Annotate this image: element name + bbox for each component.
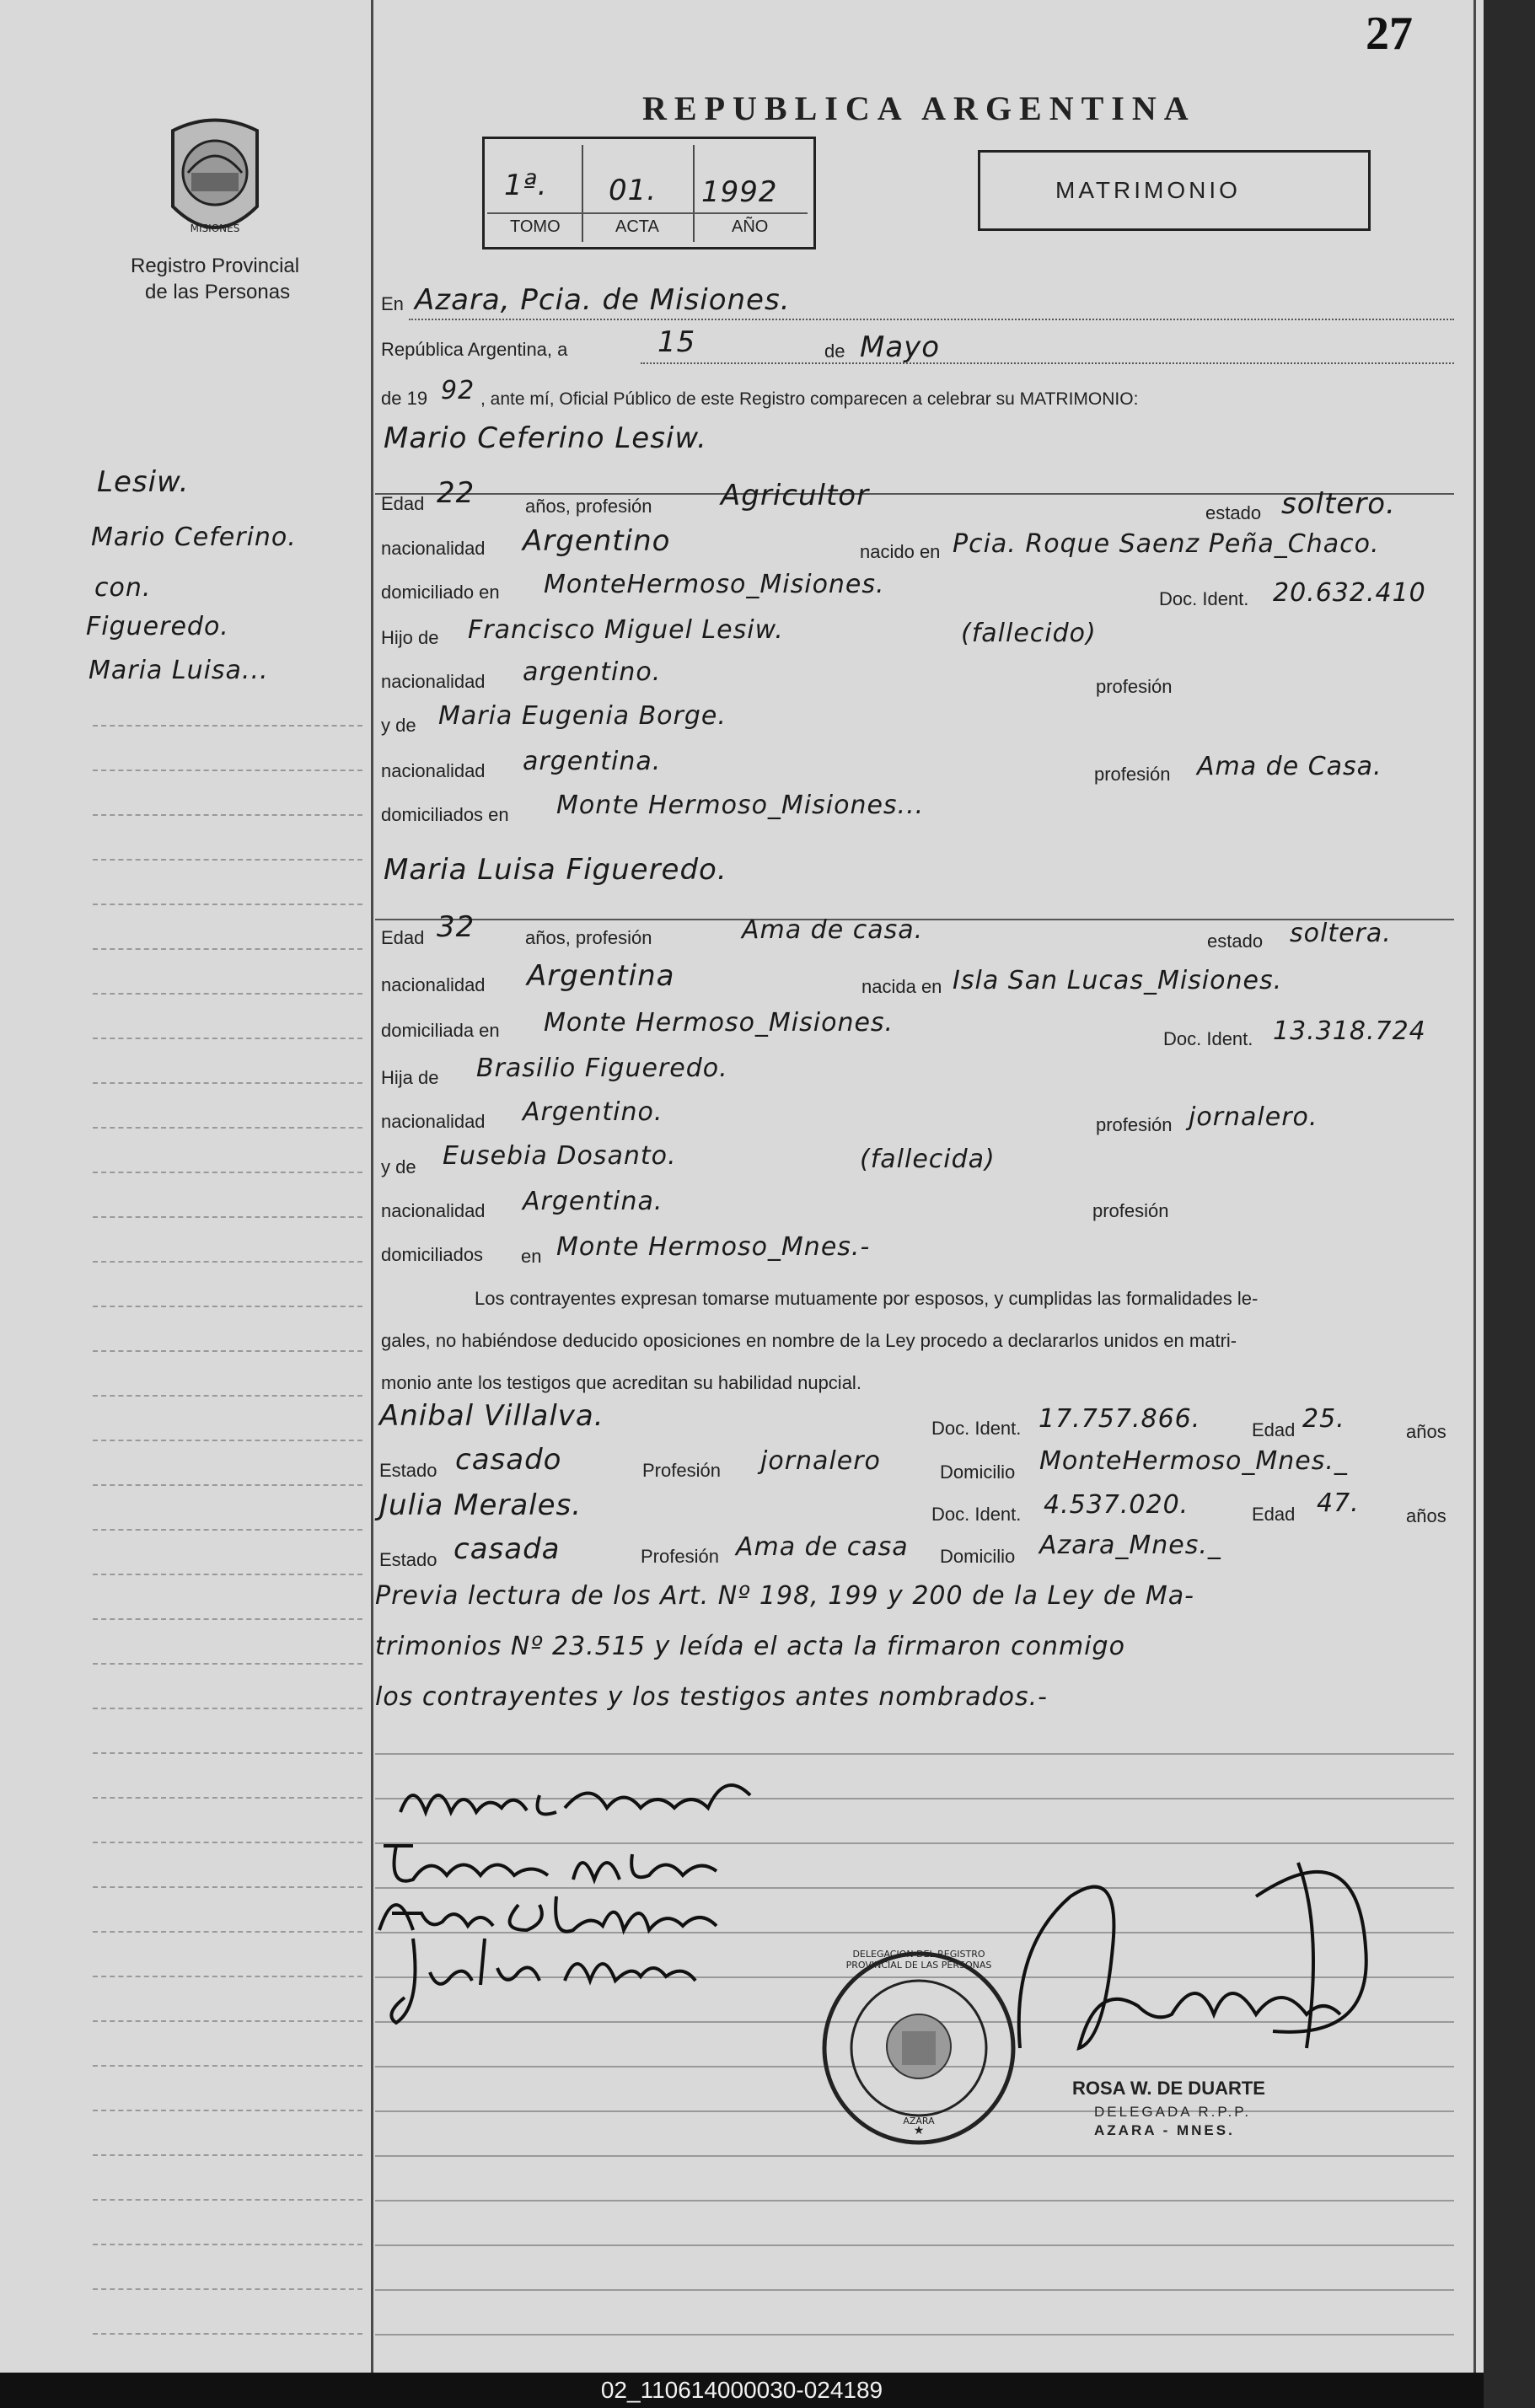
bride-nationality: Argentina — [527, 959, 675, 993]
margin-rule-line — [93, 1574, 362, 1575]
margin-rule-line — [93, 1842, 362, 1843]
margin-rule-line — [93, 1529, 362, 1531]
margin-rule-line — [93, 1350, 362, 1352]
groom-parents-dom: Monte Hermoso_Misiones... — [556, 791, 925, 820]
margin-rule-line — [93, 1663, 362, 1665]
witness-2-profession: Ama de casa — [736, 1532, 909, 1562]
witness-1-prof-label: Profesión — [642, 1460, 721, 1481]
groom-estado-label: estado — [1205, 502, 1262, 523]
bride-mother-nat-label: nacionalidad — [381, 1200, 486, 1221]
groom-mother-prof-label: profesión — [1094, 764, 1171, 785]
groom-birthplace: Pcia. Roque Saenz Peña_Chaco. — [953, 529, 1380, 559]
signature-groom — [396, 1762, 784, 1833]
margin-note-4: Figueredo. — [86, 612, 229, 641]
country-title: REPUBLICA ARGENTINA — [642, 89, 1196, 127]
tomo-value: 1ª. — [504, 169, 548, 202]
margin-rule-line — [93, 1127, 362, 1129]
margin-rule-line — [93, 814, 362, 816]
bride-father-nat-label: nacionalidad — [381, 1111, 486, 1132]
bride-parents-dom-label: domiciliados — [381, 1244, 484, 1265]
margin-rule-line — [93, 904, 362, 905]
margin-rule-line — [93, 2199, 362, 2201]
body-rule-line — [375, 2244, 1454, 2246]
day-value: 15 — [657, 325, 696, 359]
witness-2-doc-label: Doc. Ident. — [931, 1504, 1022, 1525]
margin-rule-line — [93, 1082, 362, 1084]
witness-2-prof-label: Profesión — [641, 1546, 719, 1567]
bride-civil-state: soltera. — [1290, 919, 1392, 948]
groom-father-nat-label: nacionalidad — [381, 671, 486, 692]
act-type-label: MATRIMONIO — [1055, 177, 1241, 203]
year-prefix: de 19 — [381, 388, 428, 409]
bride-mother-note: (fallecida) — [860, 1145, 996, 1174]
witness-2-domicile: Azara_Mnes._ — [1039, 1531, 1221, 1560]
groom-hijo-label: Hijo de — [381, 627, 439, 648]
svg-text:★: ★ — [913, 2124, 925, 2137]
groom-doc-label: Doc. Ident. — [1159, 588, 1249, 609]
groom-profession: Agricultor — [721, 479, 870, 512]
month-value: Mayo — [860, 330, 941, 364]
margin-rule-line — [93, 1752, 362, 1754]
margin-rule-line — [93, 1886, 362, 1888]
body-rule-line — [375, 2334, 1454, 2336]
margin-rule-line — [93, 725, 362, 727]
groom-domicile: MonteHermoso_Misiones. — [544, 570, 885, 599]
groom-y-de-label: y de — [381, 715, 416, 736]
margin-rule-line — [93, 2154, 362, 2156]
bride-profession: Ama de casa. — [742, 915, 924, 945]
bride-father-prof: jornalero. — [1189, 1102, 1318, 1132]
groom-mother-nat-label: nacionalidad — [381, 760, 486, 781]
acta-label: ACTA — [615, 217, 659, 236]
body-rule-line — [375, 2155, 1454, 2157]
bride-father-nat: Argentino. — [523, 1097, 663, 1127]
margin-rule-line — [93, 1172, 362, 1173]
bride-father-prof-label: profesión — [1096, 1114, 1173, 1135]
margin-rule-line — [93, 1797, 362, 1799]
margin-rule-line — [93, 2065, 362, 2067]
witness-1-profession: jornalero — [760, 1446, 881, 1476]
bride-anios-prof-label: años, profesión — [525, 927, 652, 948]
groom-anios-prof-label: años, profesión — [525, 496, 652, 517]
witness-2-doc: 4.537.020. — [1044, 1490, 1189, 1520]
bride-edad-label: Edad — [381, 927, 425, 948]
margin-rule-line — [93, 859, 362, 861]
left-margin-line — [371, 0, 373, 2373]
closing-line-1: Previa lectura de los Art. Nº 198, 199 y 200 de la Ley de Ma- — [375, 1581, 1195, 1611]
margin-note-3: con. — [94, 573, 152, 603]
en-label: En — [381, 293, 404, 314]
groom-parents-dom-label: domiciliados en — [381, 804, 509, 825]
witness-2-anios-label: años — [1406, 1505, 1446, 1526]
box-divider-2 — [693, 145, 695, 242]
svg-text:MISIONES: MISIONES — [190, 223, 240, 234]
registry-line-2: de las Personas — [145, 281, 291, 303]
groom-mother: Maria Eugenia Borge. — [438, 701, 727, 731]
witness-2-name: Julia Merales. — [379, 1488, 582, 1522]
acta-value: 01. — [609, 174, 657, 207]
margin-rule-line — [93, 993, 362, 995]
margin-rule-line — [93, 1306, 362, 1307]
bride-domicile: Monte Hermoso_Misiones. — [544, 1008, 894, 1038]
province-emblem — [164, 114, 266, 249]
margin-note-1: Lesiw. — [97, 465, 190, 499]
witness-1-anios-label: años — [1406, 1421, 1446, 1442]
bride-estado-label: estado — [1207, 930, 1264, 952]
body-rule-line — [375, 2200, 1454, 2202]
ante-text: , ante mí, Oficial Público de este Registro comparecen a celebrar su MATRIMONIO: — [480, 389, 1139, 409]
witness-2-estado-label: Estado — [379, 1549, 437, 1570]
witness-1-dom-label: Domicilio — [940, 1461, 1016, 1483]
groom-nac-label: nacionalidad — [381, 538, 486, 559]
declaration-line-2: gales, no habiéndose deducido oposiciones en nombre de la Ley procedo a declararlos unidos en matri- — [381, 1330, 1237, 1351]
bride-mother: Eusebia Dosanto. — [443, 1141, 677, 1171]
bride-father: Brasilio Figueredo. — [476, 1054, 728, 1083]
margin-rule-line — [93, 2288, 362, 2290]
official-name: ROSA W. DE DUARTE — [1072, 2078, 1265, 2099]
box-divider-1 — [582, 145, 583, 242]
margin-rule-line — [93, 1708, 362, 1709]
margin-rule-line — [93, 1216, 362, 1218]
witness-1-estado-label: Estado — [379, 1460, 437, 1481]
witness-1-doc: 17.757.866. — [1039, 1404, 1201, 1434]
seal-text: DELEGACION DEL REGISTRO PROVINCIAL DE LAS PERSONAS — [845, 1949, 992, 1971]
margin-rule-line — [93, 2020, 362, 2022]
body-rule-line — [375, 1753, 1454, 1755]
groom-mother-prof: Ama de Casa. — [1197, 752, 1382, 781]
signature-witness-2 — [379, 1930, 733, 2035]
margin-rule-line — [93, 1038, 362, 1039]
page-number: 27 — [1366, 8, 1413, 60]
bride-doc-label: Doc. Ident. — [1163, 1028, 1253, 1049]
groom-edad-label: Edad — [381, 493, 425, 514]
margin-rule-line — [93, 1618, 362, 1620]
box-label-rule — [487, 212, 808, 214]
margin-rule-line — [93, 2333, 362, 2335]
bride-birthplace: Isla San Lucas_Misiones. — [953, 966, 1283, 995]
official-place: AZARA - MNES. — [1094, 2122, 1235, 2138]
witness-2-edad-label: Edad — [1252, 1504, 1296, 1525]
groom-doc: 20.632.410 — [1273, 578, 1426, 608]
place-rule — [409, 319, 1454, 320]
witness-1-edad-label: Edad — [1252, 1419, 1296, 1440]
margin-note-2: Mario Ceferino. — [91, 523, 297, 552]
witness-1-doc-label: Doc. Ident. — [931, 1418, 1022, 1439]
witness-1-age: 25. — [1302, 1404, 1345, 1434]
bride-doc: 13.318.724 — [1273, 1016, 1426, 1046]
closing-line-2: trimonios Nº 23.515 y leída el acta la firmaron conmigo — [375, 1632, 1125, 1661]
seal-bottom: AZARA — [903, 2116, 935, 2126]
bride-dom-label: domiciliada en — [381, 1020, 500, 1041]
margin-rule-line — [93, 770, 362, 771]
place-value: Azara, Pcia. de Misiones. — [415, 283, 791, 317]
anio-value: 1992 — [701, 175, 778, 209]
margin-rule-line — [93, 1976, 362, 1977]
republica-label: República Argentina, a — [381, 339, 568, 360]
groom-nacido-label: nacido en — [860, 541, 941, 562]
groom-civil-state: soltero. — [1281, 487, 1396, 521]
groom-father-prof-label: profesión — [1096, 676, 1173, 697]
bride-mother-prof-label: profesión — [1092, 1200, 1169, 1221]
scan-footer-code: 02_110614000030-024189 — [0, 2373, 1484, 2408]
de-label: de — [824, 341, 845, 362]
year-suffix: 92 — [441, 376, 475, 405]
margin-note-5: Maria Luisa... — [89, 656, 269, 685]
bride-hija-label: Hija de — [381, 1067, 439, 1088]
margin-rule-line — [93, 1395, 362, 1397]
groom-name: Mario Ceferino Lesiw. — [384, 421, 707, 455]
official-title: DELEGADA R.P.P. — [1094, 2104, 1252, 2120]
groom-nationality: Argentino — [523, 524, 671, 558]
margin-rule-line — [93, 2244, 362, 2245]
margin-rule-line — [93, 948, 362, 950]
margin-rule-line — [93, 1440, 362, 1441]
anio-label: AÑO — [732, 217, 769, 236]
witness-1-domicile: MonteHermoso_Mnes._ — [1039, 1446, 1348, 1476]
margin-rule-line — [93, 1931, 362, 1933]
witness-2-age: 47. — [1317, 1488, 1360, 1518]
groom-age: 22 — [437, 476, 475, 510]
groom-dom-label: domiciliado en — [381, 582, 500, 603]
bride-name: Maria Luisa Figueredo. — [384, 853, 727, 887]
margin-rule-line — [93, 1261, 362, 1263]
groom-father-note: (fallecido) — [961, 619, 1097, 648]
witness-1-state: casado — [455, 1443, 562, 1477]
registry-seal — [818, 1947, 1020, 2153]
witness-1-name: Anibal Villalva. — [379, 1399, 604, 1433]
bride-nacida-label: nacida en — [861, 976, 942, 997]
bride-nac-label: nacionalidad — [381, 974, 486, 995]
registry-line-1: Registro Provincial — [131, 255, 300, 277]
margin-rule-line — [93, 1484, 362, 1486]
bride-y-de-label: y de — [381, 1156, 416, 1177]
right-margin-line — [1473, 0, 1476, 2373]
groom-father: Francisco Miguel Lesiw. — [468, 615, 784, 645]
declaration-line-3: monio ante los testigos que acreditan su habilidad nupcial. — [381, 1372, 861, 1393]
official-signature — [1003, 1846, 1408, 2103]
bride-mother-nat: Argentina. — [523, 1187, 663, 1216]
bride-age: 32 — [437, 910, 475, 944]
closing-line-3: los contrayentes y los testigos antes nombrados.- — [375, 1682, 1048, 1712]
witness-2-dom-label: Domicilio — [940, 1546, 1016, 1567]
bride-parents-en-label: en — [521, 1246, 542, 1267]
groom-mother-nat: argentina. — [523, 747, 662, 776]
date-rule — [641, 362, 1454, 364]
groom-father-nat: argentino. — [523, 657, 662, 687]
body-rule-line — [375, 2289, 1454, 2291]
bride-parents-dom: Monte Hermoso_Mnes.- — [556, 1232, 871, 1262]
tomo-label: TOMO — [510, 217, 561, 236]
declaration-line-1: Los contrayentes expresan tomarse mutuamente por esposos, y cumplidas las formalidades le- — [475, 1288, 1259, 1309]
witness-2-state: casada — [454, 1532, 561, 1566]
margin-rule-line — [93, 2110, 362, 2111]
scan-edge — [1484, 0, 1535, 2408]
